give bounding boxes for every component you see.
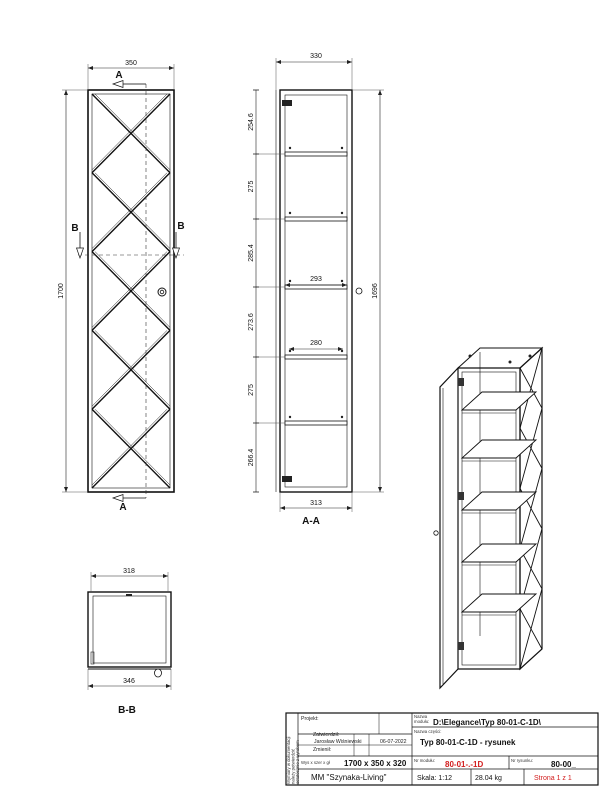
section-aa-depth-dim: 330 xyxy=(310,53,322,60)
door-handle-center xyxy=(160,290,164,294)
section-aa-inner-293: 293 xyxy=(310,276,322,283)
iso-hinge-bottom xyxy=(458,642,464,650)
iso-shelves xyxy=(462,392,536,615)
height-dimension: 1700 xyxy=(58,283,65,299)
page-number: Strona 1 z 1 xyxy=(534,775,572,782)
door-handle xyxy=(158,288,166,296)
section-aa-view xyxy=(248,53,384,527)
section-bb-view xyxy=(88,568,171,716)
section-bb-hinge xyxy=(126,594,132,596)
iso-hinge-middle xyxy=(458,492,464,500)
iso-door-handle xyxy=(434,531,438,535)
section-bb-title: B-B xyxy=(118,705,136,716)
shelf-dimension: 275 xyxy=(248,180,255,193)
module-number-label: Nr modułu: xyxy=(414,758,436,763)
dimensions-value: 1700 x 350 x 320 xyxy=(344,759,407,768)
zatwierdzil-label: Zatwierdził: xyxy=(313,732,340,738)
section-bb-bottom-dim: 346 xyxy=(123,678,135,685)
svg-text:należy potwierdzić: należy potwierdzić xyxy=(290,748,296,784)
section-bb-inner xyxy=(93,596,166,663)
shelf-dimension: 285.4 xyxy=(248,244,255,262)
section-bb-top-dim: 318 xyxy=(123,568,135,575)
shelf-dimension: 275 xyxy=(248,384,255,396)
svg-text:ostatecznie z wyrobem: ostatecznie z wyrobem xyxy=(295,740,300,784)
section-b-left-label: B xyxy=(71,223,79,234)
section-aa-outline xyxy=(280,90,352,492)
section-aa-bottom-dim: 313 xyxy=(310,500,322,507)
section-a-top-label: A xyxy=(115,70,123,81)
nazwa-label-1: Nazwa xyxy=(414,714,428,719)
side-note xyxy=(286,736,300,784)
shelf-dimension: 254.6 xyxy=(248,113,255,131)
dimensions-label: Wys x szer x gł xyxy=(301,760,330,765)
scale: Skala: 1:12 xyxy=(417,775,453,782)
section-b-right-label: B xyxy=(177,221,185,232)
hinge-bottom xyxy=(282,476,292,482)
section-bb-handle xyxy=(155,669,162,677)
mass: 28.04 kg xyxy=(475,775,502,782)
section-a-bottom-label: A xyxy=(119,502,127,513)
shelf-dimension-labels xyxy=(248,90,259,492)
width-dimension: 350 xyxy=(125,60,137,67)
isometric-view xyxy=(434,348,542,688)
nazwa-czesci-label: Nazwa części: xyxy=(414,729,442,734)
iso-top-face xyxy=(458,348,542,368)
module-number: 80-01-.-1D xyxy=(445,760,484,769)
nazwa-label-2: modułu: xyxy=(414,719,430,724)
iso-hinge-top xyxy=(458,378,464,386)
company-name: MM "Szynaka-Living" xyxy=(311,773,387,782)
section-aa-inner-280: 280 xyxy=(310,340,322,347)
file-path: D:\Elegance\Typ 80-01-C-1D\ xyxy=(433,718,541,727)
title-block xyxy=(286,713,598,785)
approval-date: 06-07-2022 xyxy=(380,739,407,745)
section-aa-title: A-A xyxy=(302,516,320,527)
section-aa-total-height: 1696 xyxy=(372,283,379,299)
zmienil-label: Zmienił: xyxy=(313,747,332,753)
svg-text:Wymiary w dokumentacji: Wymiary w dokumentacji xyxy=(286,736,291,784)
section-bb-outline xyxy=(88,592,171,667)
part-name: Typ 80-01-C-1D - rysunek xyxy=(420,738,516,747)
section-handle xyxy=(356,288,362,294)
drawing-number-label: Nr rysunku: xyxy=(511,758,533,763)
shelf-dimension: 273.6 xyxy=(248,313,255,331)
hinge-top xyxy=(282,100,292,106)
section-aa-shelves xyxy=(256,147,347,425)
projekt-label: Projekt: xyxy=(301,716,319,722)
front-view xyxy=(58,60,185,513)
shelf-dimension: 266.4 xyxy=(248,448,255,467)
author-name: Jarosław Wiśniewski xyxy=(314,739,362,745)
drawing-number: 80-00_ xyxy=(551,760,576,769)
